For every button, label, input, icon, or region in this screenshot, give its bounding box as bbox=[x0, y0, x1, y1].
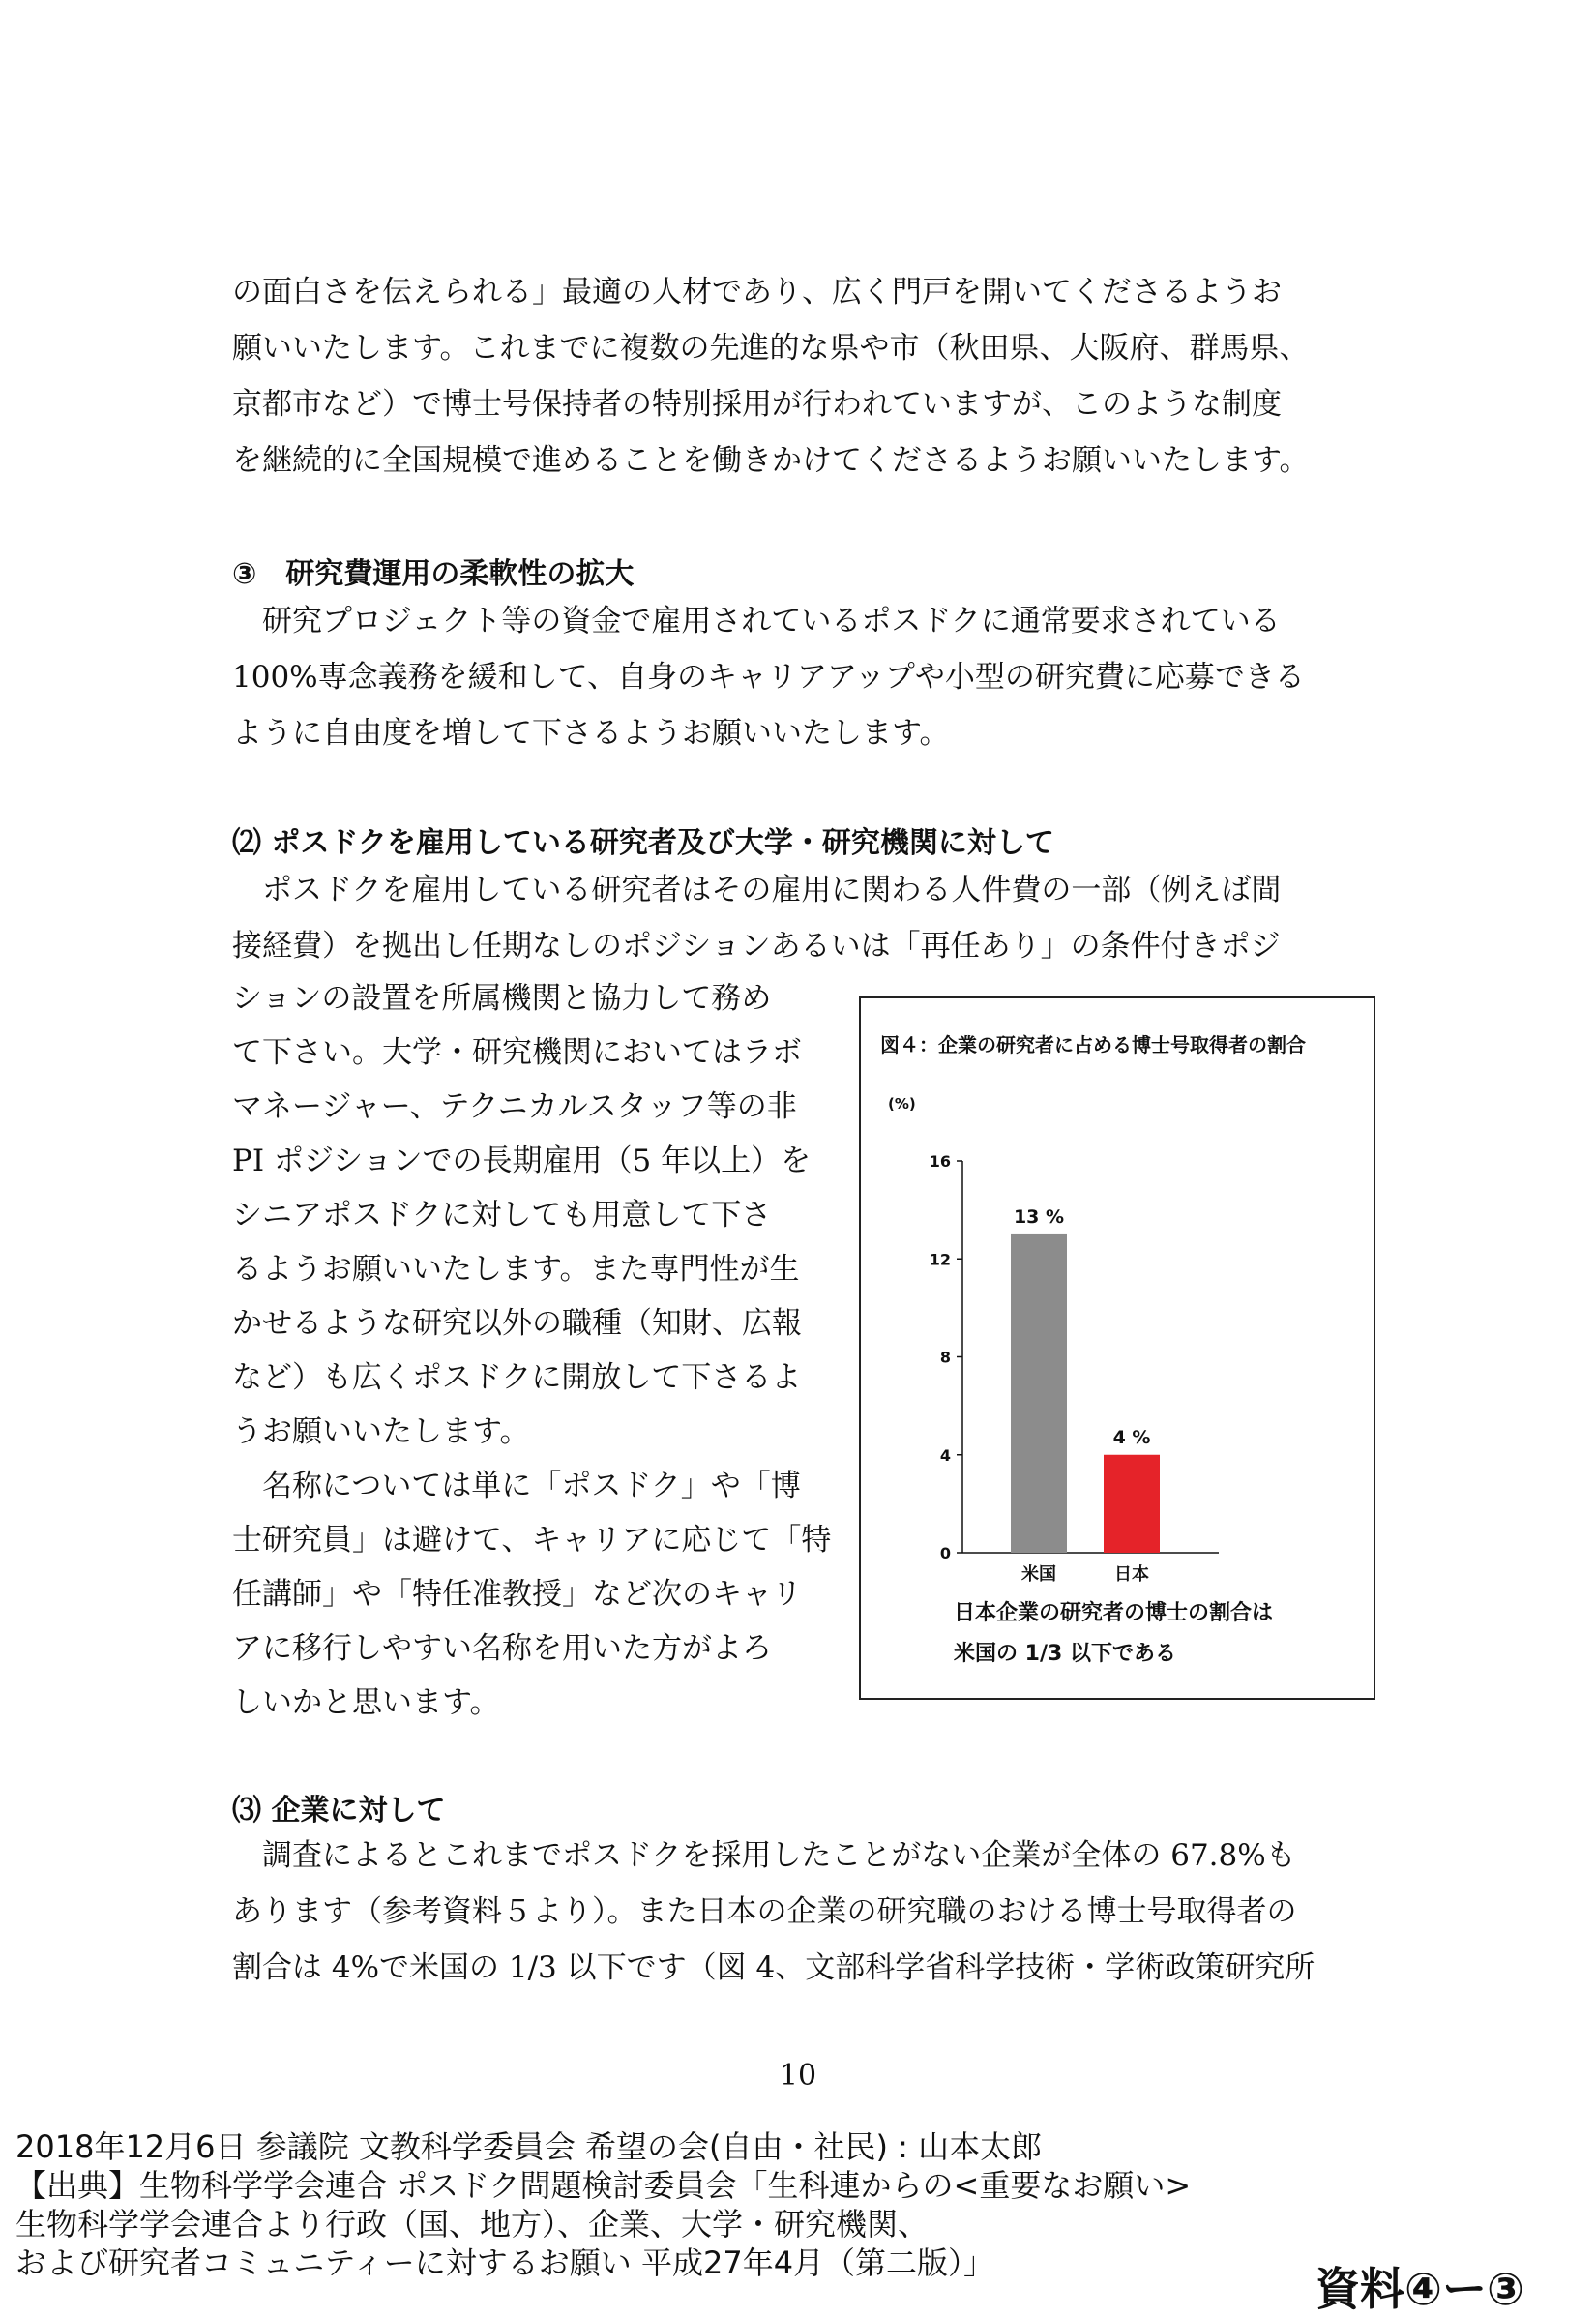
text-line: マネージャー、テクニカルスタッフ等の非 bbox=[232, 1089, 797, 1124]
text-line: 願いいたします。これまでに複数の先進的な県や市（秋田県、大阪府、群馬県、 bbox=[232, 331, 1310, 366]
footer-line: および研究者コミュニティーに対するお願い 平成27年4月（第二版）」 bbox=[15, 2244, 995, 2281]
text-line: など）も広くポスドクに開放して下さるよ bbox=[232, 1360, 802, 1395]
text-line: 調査によるとこれまでポスドクを採用したことがない企業が全体の 67.8%も bbox=[232, 1838, 1296, 1873]
section-heading-research-funds: ③ 研究費運用の柔軟性の拡大 bbox=[232, 557, 635, 591]
bar-1 bbox=[1104, 1455, 1160, 1553]
page-number: 10 bbox=[779, 2059, 817, 2093]
footer-line: 2018年12月6日 参議院 文教科学委員会 希望の会(自由・社民) : 山本太郎 bbox=[15, 2128, 1043, 2165]
text-line: 接経費）を拠出し任期なしのポジションあるいは「再任あり」の条件付きポジ bbox=[232, 929, 1281, 964]
text-line: PI ポジションでの長期雇用（5 年以上）を bbox=[232, 1144, 812, 1178]
figure-4-box bbox=[859, 996, 1375, 1700]
text-line: 割合は 4%で米国の 1/3 以下です（図 4、文部科学省科学技術・学術政策研究所 bbox=[232, 1950, 1315, 1985]
text-line: ションの設置を所属機関と協力して務め bbox=[232, 981, 772, 1016]
text-line: アに移行しやすい名称を用いた方がよろ bbox=[232, 1631, 772, 1666]
figure-title: 図４：企業の研究者に占める博士号取得者の割合 bbox=[880, 1033, 1306, 1056]
text-line: 100%専念義務を緩和して、自身のキャリアアップや小型の研究費に応募できる bbox=[232, 660, 1305, 695]
bar-0 bbox=[1011, 1234, 1067, 1553]
footer-line: 生物科学学会連合より行政（国、地方）、企業、大学・研究機関、 bbox=[15, 2206, 930, 2243]
category-label: 日本 bbox=[1114, 1564, 1149, 1585]
text-line: ように自由度を増して下さるようお願いいたします。 bbox=[232, 716, 950, 751]
text-line: うお願いいたします。 bbox=[232, 1414, 530, 1449]
text-line: の面白さを伝えられる」最適の人材であり、広く門戸を開いてくださるようお bbox=[232, 275, 1282, 310]
text-line: 任講師」や「特任准教授」など次のキャリ bbox=[232, 1577, 802, 1612]
y-tick-label: 12 bbox=[929, 1250, 951, 1269]
text-line: シニアポスドクに対しても用意して下さ bbox=[232, 1198, 772, 1233]
section-heading-researchers-institutions: ⑵ ポスドクを雇用している研究者及び大学・研究機関に対して bbox=[232, 826, 1054, 860]
text-line: るようお願いいたします。また専門性が生 bbox=[232, 1252, 800, 1287]
text-line: かせるような研究以外の職種（知財、広報 bbox=[232, 1306, 802, 1341]
figure-caption-line: 日本企業の研究者の博士の割合は bbox=[954, 1601, 1274, 1625]
bar-chart bbox=[861, 1064, 1374, 1606]
data-label: 4 % bbox=[1112, 1426, 1151, 1448]
footer-line: 【出典】生物科学学会連合 ポスドク問題検討委員会「生科連からの<重要なお願い> bbox=[15, 2167, 1192, 2204]
y-axis-unit-label: (%) bbox=[888, 1095, 916, 1113]
text-line: て下さい。大学・研究機関においてはラボ bbox=[232, 1035, 802, 1070]
text-line: しいかと思います。 bbox=[232, 1685, 500, 1720]
text-line: 研究プロジェクト等の資金で雇用されているポスドクに通常要求されている bbox=[232, 604, 1281, 639]
text-line: 士研究員」は避けて、キャリアに応じて「特 bbox=[232, 1523, 832, 1558]
data-label: 13 % bbox=[1013, 1205, 1065, 1228]
figure-caption-line: 米国の 1/3 以下である bbox=[954, 1642, 1176, 1666]
y-tick-label: 16 bbox=[929, 1152, 951, 1171]
document-label-stamp: 資料④ー③ bbox=[1315, 2263, 1524, 2315]
text-line: あります（参考資料５より）。また日本の企業の研究職のおける博士号取得者の bbox=[232, 1894, 1297, 1929]
y-tick-label: 4 bbox=[939, 1445, 951, 1465]
text-line: を継続的に全国規模で進めることを働きかけてくださるようお願いいたします。 bbox=[232, 443, 1310, 478]
section-heading-companies: ⑶ 企業に対して bbox=[232, 1794, 446, 1828]
text-line: 名称については単に「ポスドク」や「博 bbox=[232, 1469, 801, 1503]
category-label: 米国 bbox=[1021, 1564, 1056, 1585]
y-tick-label: 8 bbox=[939, 1348, 951, 1367]
text-line: ポスドクを雇用している研究者はその雇用に関わる人件費の一部（例えば間 bbox=[232, 873, 1282, 907]
y-tick-label: 0 bbox=[939, 1544, 951, 1562]
text-line: 京都市など）で博士号保持者の特別採用が行われていますが、このような制度 bbox=[232, 387, 1282, 422]
